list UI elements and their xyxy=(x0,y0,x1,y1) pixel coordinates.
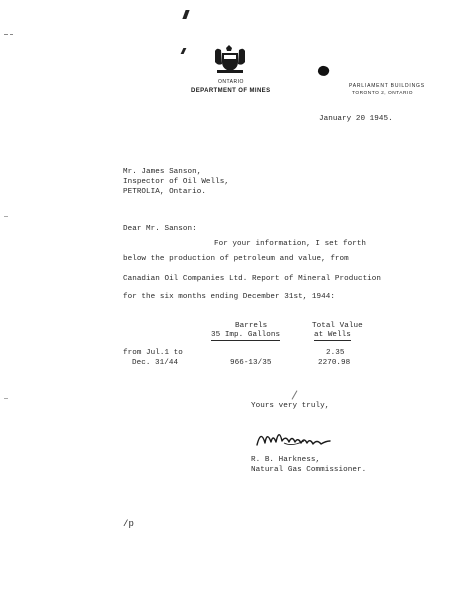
recipient-address: PETROLIA, Ontario. xyxy=(123,188,206,196)
barrels-value: 966-13/35 xyxy=(230,359,272,367)
scan-mark-top xyxy=(182,10,189,19)
letterhead-city: TORONTO 2, ONTARIO xyxy=(352,91,413,96)
total-value: 2270.98 xyxy=(318,359,351,367)
letterhead-department: DEPARTMENT OF MINES xyxy=(191,88,271,94)
reference-initials: /p xyxy=(123,519,134,529)
scan-dash-left-2 xyxy=(10,34,13,35)
scan-dash-left-1 xyxy=(4,34,8,35)
salutation: Dear Mr. Sanson: xyxy=(123,225,197,233)
col-barrels-header-2: 35 Imp. Gallons xyxy=(211,331,281,339)
col-value-header-2: at Wells xyxy=(314,331,351,339)
period-line-1: from Jul.1 to xyxy=(123,349,183,357)
ink-blot xyxy=(317,64,331,77)
body-line-2: below the production of petroleum and value, from xyxy=(123,255,349,263)
body-line-3: Canadian Oil Companies Ltd. Report of Mineral Production xyxy=(123,275,381,283)
coat-of-arms-icon xyxy=(213,43,247,75)
period-line-2: Dec. 31/44 xyxy=(132,359,179,367)
letterhead-building: PARLIAMENT BUILDINGS xyxy=(349,83,425,89)
unit-value: 2.35 xyxy=(326,349,345,357)
body-line-1: For your information, I set forth xyxy=(214,240,367,248)
body-line-4: for the six months ending December 31st, 1944: xyxy=(123,293,335,301)
closing: Yours very truly, xyxy=(251,402,330,410)
pen-tick xyxy=(292,390,298,399)
scan-dash-left-4 xyxy=(4,398,8,399)
recipient-title: Inspector of Oil Wells, xyxy=(123,178,229,186)
letterhead-province: ONTARIO xyxy=(218,79,244,85)
col-barrels-header-1: Barrels xyxy=(235,322,268,330)
letter-date: January 20 1945. xyxy=(319,115,393,123)
recipient-name: Mr. James Sanson, xyxy=(123,168,202,176)
scan-mark-small xyxy=(181,48,187,54)
signature-title: Natural Gas Commissioner. xyxy=(251,466,367,474)
signature-name: R. B. Harkness, xyxy=(251,456,321,464)
col-value-header-1: Total Value xyxy=(312,322,363,330)
scan-dash-left-3 xyxy=(4,216,8,217)
handwritten-signature xyxy=(254,425,354,451)
